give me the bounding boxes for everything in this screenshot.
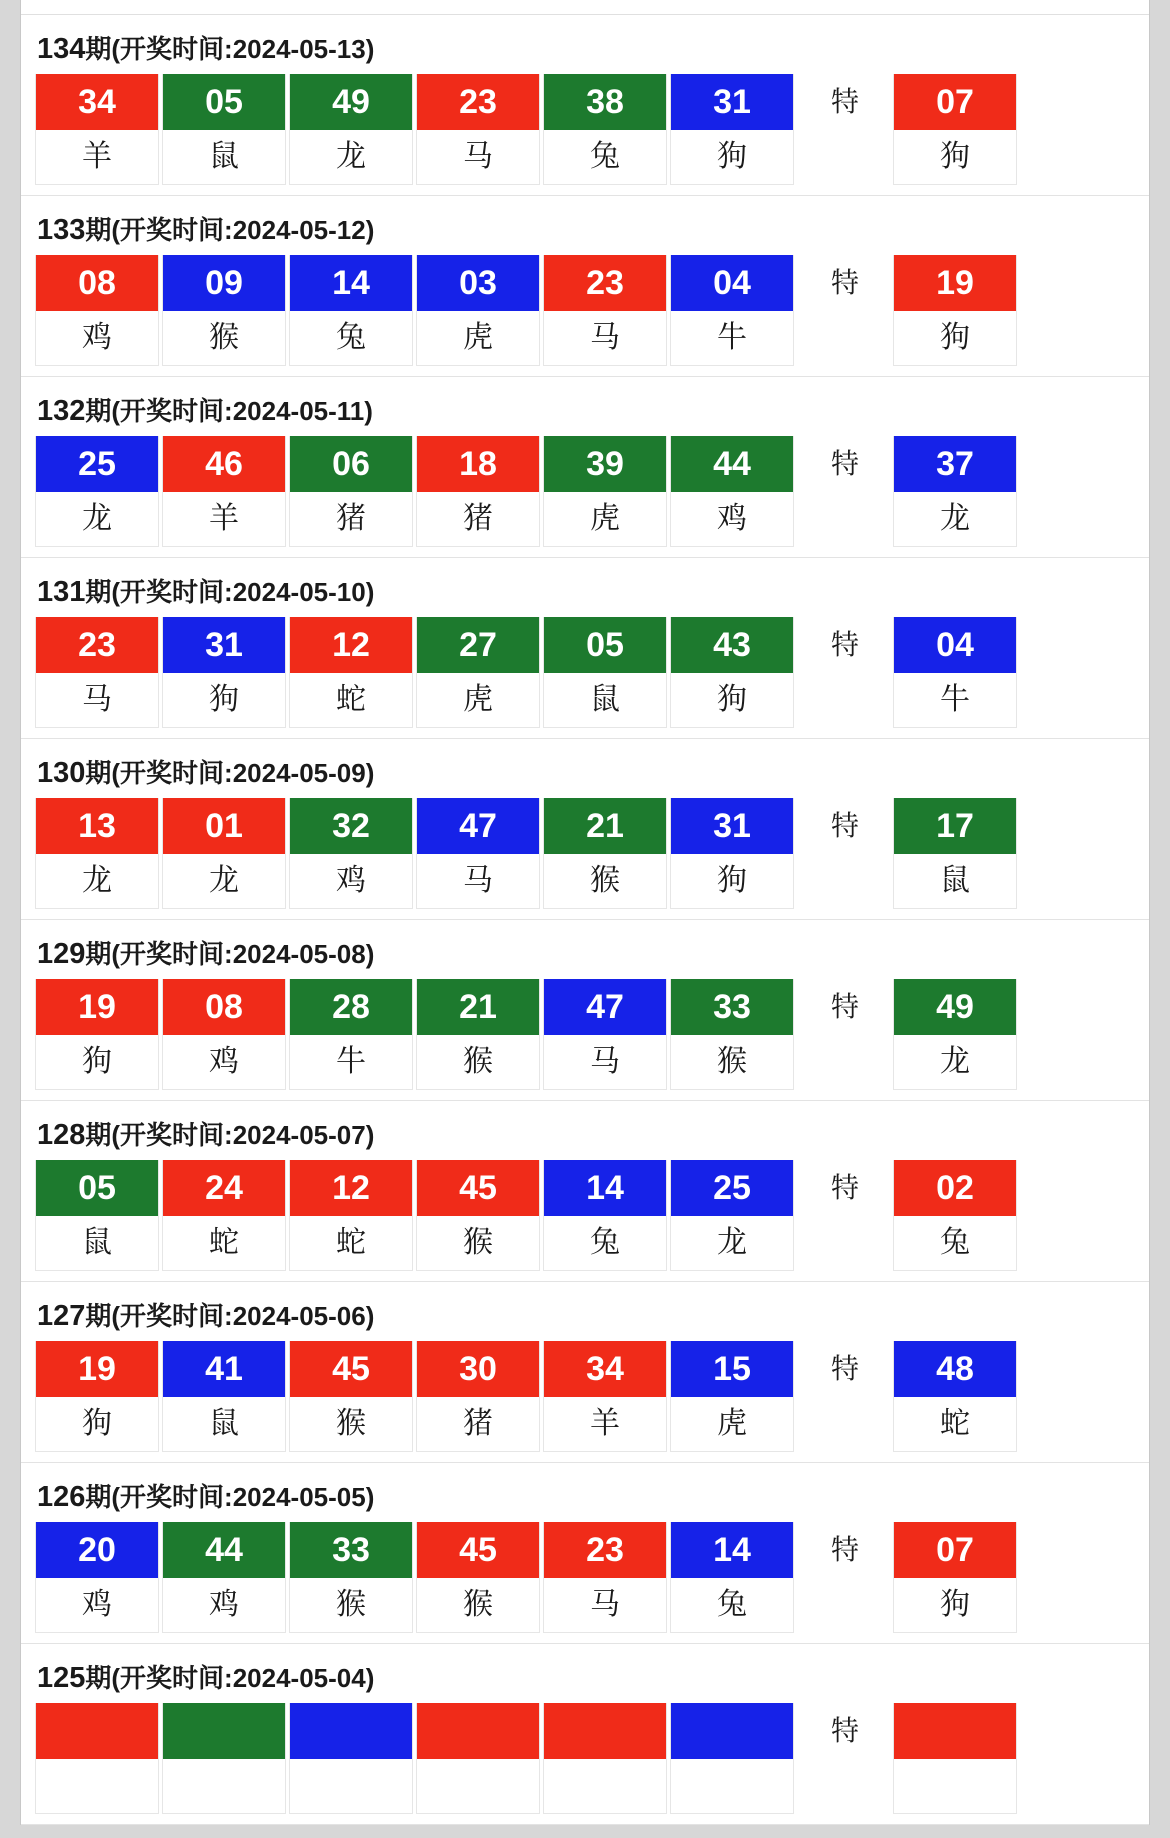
draw-ball	[35, 1341, 159, 1452]
draw-issue-number: 127	[37, 1300, 86, 1332]
draw-date-label: 期(开奖时间:2024-05-07)	[85, 1120, 375, 1150]
draw-issue-number: 134	[37, 33, 86, 65]
draw-ball	[416, 255, 540, 366]
special-ball	[893, 798, 1017, 909]
special-ball-number: 37	[894, 436, 1016, 492]
ball-number: 49	[290, 74, 412, 130]
ball-number: 34	[544, 1341, 666, 1397]
ball-zodiac: 鼠	[163, 130, 285, 184]
special-ball-label: 特	[830, 448, 859, 479]
draw-ball	[162, 1522, 286, 1633]
ball-zodiac: 鸡	[163, 1035, 285, 1089]
draw-ball	[670, 1703, 794, 1814]
ball-zodiac: 狗	[671, 130, 793, 184]
special-ball-zodiac: 鼠	[894, 854, 1016, 908]
draw-ball	[289, 74, 413, 185]
draw-issue-number: 130	[37, 757, 86, 789]
draw-ball	[35, 1522, 159, 1633]
draw-header	[21, 1101, 1149, 1160]
draw-header	[21, 15, 1149, 74]
draw-ball	[543, 1703, 667, 1814]
ball-zodiac: 猴	[290, 1578, 412, 1632]
ball-zodiac: 虎	[417, 311, 539, 365]
draw-date-label: 期(开奖时间:2024-05-10)	[85, 577, 375, 607]
draw-header	[21, 1463, 1149, 1522]
ball-number: 46	[163, 436, 285, 492]
ball-number: 01	[163, 798, 285, 854]
ball-number: 19	[36, 1341, 158, 1397]
ball-number: 21	[544, 798, 666, 854]
draw-issue-number: 132	[37, 395, 86, 427]
draw-ball	[162, 436, 286, 547]
draw-ball	[35, 74, 159, 185]
ball-zodiac: 狗	[36, 1397, 158, 1451]
ball-number: 21	[417, 979, 539, 1035]
ball-number: 05	[36, 1160, 158, 1216]
draw-ball	[543, 979, 667, 1090]
ball-zodiac: 狗	[671, 854, 793, 908]
draw-ball	[35, 979, 159, 1090]
draw-ball	[670, 798, 794, 909]
ball-number: 12	[290, 1160, 412, 1216]
ball-number: 03	[417, 255, 539, 311]
draw-ball	[670, 979, 794, 1090]
ball-zodiac: 鸡	[671, 492, 793, 546]
ball-zodiac: 虎	[544, 492, 666, 546]
special-ball-zodiac: 狗	[894, 1578, 1016, 1632]
draw-ball	[543, 798, 667, 909]
ball-number: 45	[417, 1160, 539, 1216]
ball-number: 14	[290, 255, 412, 311]
draw-ball	[670, 255, 794, 366]
ball-number: 39	[544, 436, 666, 492]
ball-number: 31	[163, 617, 285, 673]
special-ball	[893, 1160, 1017, 1271]
draw-header	[21, 739, 1149, 798]
draw-numbers-row	[21, 436, 1149, 547]
draw-issue-number: 131	[37, 576, 86, 608]
ball-number: 25	[36, 436, 158, 492]
draw-list	[21, 15, 1149, 1825]
special-ball	[893, 617, 1017, 728]
ball-zodiac: 龙	[36, 492, 158, 546]
draw-ball	[162, 1160, 286, 1271]
draw-date-label: 期(开奖时间:2024-05-05)	[85, 1482, 375, 1512]
ball-number: 38	[544, 74, 666, 130]
draw-ball	[162, 798, 286, 909]
ball-zodiac: 兔	[671, 1578, 793, 1632]
draw-issue-number: 133	[37, 214, 86, 246]
ball-number: 09	[163, 255, 285, 311]
ball-zodiac: 猴	[290, 1397, 412, 1451]
ball-zodiac: 蛇	[163, 1216, 285, 1270]
draw-ball	[670, 436, 794, 547]
special-ball-label: 特	[830, 86, 859, 117]
draw-ball	[543, 1160, 667, 1271]
draw-numbers-row	[21, 1341, 1149, 1452]
special-ball-label: 特	[830, 629, 859, 660]
draw-block	[21, 558, 1149, 739]
ball-number: 05	[544, 617, 666, 673]
top-divider	[21, 0, 1149, 15]
ball-number: 23	[544, 255, 666, 311]
ball-number	[671, 1703, 793, 1759]
ball-number: 32	[290, 798, 412, 854]
ball-number	[417, 1703, 539, 1759]
ball-zodiac: 蛇	[290, 673, 412, 727]
ball-number: 08	[163, 979, 285, 1035]
special-ball	[893, 436, 1017, 547]
ball-number: 04	[671, 255, 793, 311]
draw-header	[21, 1282, 1149, 1341]
ball-zodiac: 虎	[417, 673, 539, 727]
draw-ball	[416, 1703, 540, 1814]
ball-zodiac: 猴	[671, 1035, 793, 1089]
draw-ball	[416, 1341, 540, 1452]
special-ball-number: 48	[894, 1341, 1016, 1397]
draw-date-label: 期(开奖时间:2024-05-08)	[85, 939, 375, 969]
ball-number: 19	[36, 979, 158, 1035]
draw-ball	[289, 436, 413, 547]
ball-number: 18	[417, 436, 539, 492]
ball-number: 45	[417, 1522, 539, 1578]
ball-zodiac: 猴	[417, 1035, 539, 1089]
special-ball	[893, 979, 1017, 1090]
draw-header	[21, 377, 1149, 436]
draw-ball	[543, 617, 667, 728]
ball-zodiac: 牛	[671, 311, 793, 365]
ball-zodiac: 猴	[544, 854, 666, 908]
draw-ball	[289, 1341, 413, 1452]
draw-ball	[416, 979, 540, 1090]
draw-block	[21, 15, 1149, 196]
special-ball-zodiac: 兔	[894, 1216, 1016, 1270]
draw-block	[21, 920, 1149, 1101]
ball-zodiac: 鼠	[36, 1216, 158, 1270]
ball-zodiac: 狗	[163, 673, 285, 727]
draw-ball	[162, 255, 286, 366]
ball-zodiac: 狗	[36, 1035, 158, 1089]
ball-number: 05	[163, 74, 285, 130]
special-ball-zodiac: 狗	[894, 311, 1016, 365]
draw-ball	[670, 1341, 794, 1452]
ball-number: 47	[544, 979, 666, 1035]
ball-zodiac: 马	[544, 311, 666, 365]
draw-issue-number: 128	[37, 1119, 86, 1151]
draw-ball	[543, 436, 667, 547]
draw-numbers-row	[21, 798, 1149, 909]
ball-zodiac: 兔	[290, 311, 412, 365]
draw-block	[21, 739, 1149, 920]
draw-ball	[35, 798, 159, 909]
draw-ball	[289, 1522, 413, 1633]
draw-ball	[162, 1703, 286, 1814]
draw-ball	[543, 1341, 667, 1452]
special-ball	[893, 255, 1017, 366]
ball-number: 31	[671, 798, 793, 854]
draw-ball	[289, 617, 413, 728]
special-ball-number: 07	[894, 74, 1016, 130]
special-ball-number: 19	[894, 255, 1016, 311]
special-ball-number: 17	[894, 798, 1016, 854]
special-ball	[893, 1703, 1017, 1814]
draw-ball	[35, 617, 159, 728]
ball-number: 14	[544, 1160, 666, 1216]
ball-zodiac: 鸡	[163, 1578, 285, 1632]
draw-date-label: 期(开奖时间:2024-05-09)	[85, 758, 375, 788]
draw-block	[21, 1101, 1149, 1282]
ball-zodiac: 鼠	[163, 1397, 285, 1451]
ball-zodiac: 鸡	[290, 854, 412, 908]
ball-number: 47	[417, 798, 539, 854]
draw-numbers-row	[21, 617, 1149, 728]
draw-ball	[35, 255, 159, 366]
ball-number: 13	[36, 798, 158, 854]
ball-zodiac	[671, 1759, 793, 1813]
ball-zodiac: 狗	[671, 673, 793, 727]
ball-zodiac: 马	[417, 130, 539, 184]
draw-header	[21, 196, 1149, 255]
special-ball	[893, 74, 1017, 185]
special-ball-label: 特	[830, 810, 859, 841]
ball-zodiac: 马	[544, 1035, 666, 1089]
special-ball-label: 特	[830, 267, 859, 298]
draw-ball	[416, 617, 540, 728]
ball-zodiac: 马	[36, 673, 158, 727]
special-ball-label: 特	[830, 1715, 859, 1746]
draw-numbers-row	[21, 74, 1149, 185]
ball-number: 43	[671, 617, 793, 673]
ball-zodiac	[163, 1759, 285, 1813]
draw-date-label: 期(开奖时间:2024-05-12)	[85, 215, 375, 245]
ball-number: 28	[290, 979, 412, 1035]
ball-zodiac: 牛	[290, 1035, 412, 1089]
draw-ball	[670, 74, 794, 185]
draw-issue-number: 125	[37, 1662, 86, 1694]
draw-date-label: 期(开奖时间:2024-05-13)	[85, 34, 375, 64]
draw-date-label: 期(开奖时间:2024-05-06)	[85, 1301, 375, 1331]
draw-ball	[162, 979, 286, 1090]
draw-ball	[543, 255, 667, 366]
ball-number: 23	[544, 1522, 666, 1578]
ball-number: 08	[36, 255, 158, 311]
draw-numbers-row	[21, 1703, 1149, 1814]
ball-zodiac: 龙	[671, 1216, 793, 1270]
draw-ball	[416, 74, 540, 185]
special-ball-number: 04	[894, 617, 1016, 673]
ball-number: 12	[290, 617, 412, 673]
draw-ball	[289, 979, 413, 1090]
special-ball-zodiac: 蛇	[894, 1397, 1016, 1451]
ball-number: 30	[417, 1341, 539, 1397]
draw-ball	[35, 1703, 159, 1814]
draw-ball	[162, 617, 286, 728]
special-ball-label: 特	[830, 1534, 859, 1565]
ball-zodiac: 兔	[544, 130, 666, 184]
draw-ball	[670, 1160, 794, 1271]
ball-zodiac: 猪	[417, 1397, 539, 1451]
ball-number: 41	[163, 1341, 285, 1397]
ball-zodiac	[544, 1759, 666, 1813]
draw-ball	[416, 798, 540, 909]
results-sheet	[20, 0, 1150, 1825]
ball-zodiac: 羊	[36, 130, 158, 184]
special-ball-zodiac: 牛	[894, 673, 1016, 727]
draw-date-label: 期(开奖时间:2024-05-04)	[85, 1663, 375, 1693]
ball-number	[36, 1703, 158, 1759]
ball-zodiac	[417, 1759, 539, 1813]
draw-numbers-row	[21, 979, 1149, 1090]
draw-ball	[416, 1522, 540, 1633]
ball-zodiac: 鸡	[36, 311, 158, 365]
draw-block	[21, 377, 1149, 558]
draw-ball	[289, 1160, 413, 1271]
special-ball-zodiac: 龙	[894, 492, 1016, 546]
ball-zodiac: 蛇	[290, 1216, 412, 1270]
special-ball-zodiac: 狗	[894, 130, 1016, 184]
draw-numbers-row	[21, 1522, 1149, 1633]
draw-header	[21, 558, 1149, 617]
ball-zodiac: 猴	[417, 1216, 539, 1270]
ball-zodiac: 兔	[544, 1216, 666, 1270]
ball-zodiac: 鼠	[544, 673, 666, 727]
draw-ball	[543, 74, 667, 185]
special-ball-number: 49	[894, 979, 1016, 1035]
special-ball-label: 特	[830, 1172, 859, 1203]
special-ball-label: 特	[830, 1353, 859, 1384]
ball-zodiac: 马	[417, 854, 539, 908]
draw-header	[21, 920, 1149, 979]
draw-ball	[416, 1160, 540, 1271]
draw-issue-number: 129	[37, 938, 86, 970]
ball-number: 23	[36, 617, 158, 673]
ball-number: 34	[36, 74, 158, 130]
ball-number	[544, 1703, 666, 1759]
ball-number: 31	[671, 74, 793, 130]
special-ball-number: 07	[894, 1522, 1016, 1578]
draw-block	[21, 1282, 1149, 1463]
ball-number	[163, 1703, 285, 1759]
draw-block	[21, 1644, 1149, 1825]
draw-ball	[289, 1703, 413, 1814]
ball-number: 20	[36, 1522, 158, 1578]
special-ball-label: 特	[830, 991, 859, 1022]
draw-block	[21, 196, 1149, 377]
draw-ball	[289, 798, 413, 909]
draw-numbers-row	[21, 255, 1149, 366]
ball-zodiac: 虎	[671, 1397, 793, 1451]
draw-numbers-row	[21, 1160, 1149, 1271]
ball-zodiac: 猪	[417, 492, 539, 546]
ball-zodiac: 猴	[163, 311, 285, 365]
ball-zodiac: 猴	[417, 1578, 539, 1632]
special-ball-zodiac: 龙	[894, 1035, 1016, 1089]
special-ball-zodiac	[894, 1759, 1016, 1813]
ball-number: 45	[290, 1341, 412, 1397]
ball-number: 44	[671, 436, 793, 492]
draw-ball	[35, 436, 159, 547]
ball-zodiac: 马	[544, 1578, 666, 1632]
draw-date-label: 期(开奖时间:2024-05-11)	[85, 396, 373, 426]
draw-issue-number: 126	[37, 1481, 86, 1513]
draw-ball	[670, 1522, 794, 1633]
ball-zodiac	[290, 1759, 412, 1813]
draw-ball	[162, 1341, 286, 1452]
ball-number: 23	[417, 74, 539, 130]
ball-zodiac: 龙	[290, 130, 412, 184]
ball-number: 15	[671, 1341, 793, 1397]
ball-zodiac: 羊	[544, 1397, 666, 1451]
draw-block	[21, 1463, 1149, 1644]
draw-ball	[289, 255, 413, 366]
ball-zodiac: 龙	[36, 854, 158, 908]
ball-number: 14	[671, 1522, 793, 1578]
draw-ball	[35, 1160, 159, 1271]
ball-number: 25	[671, 1160, 793, 1216]
draw-ball	[416, 436, 540, 547]
ball-number: 44	[163, 1522, 285, 1578]
ball-number: 27	[417, 617, 539, 673]
ball-number: 33	[671, 979, 793, 1035]
draw-ball	[543, 1522, 667, 1633]
ball-zodiac	[36, 1759, 158, 1813]
ball-number: 06	[290, 436, 412, 492]
draw-ball	[670, 617, 794, 728]
special-ball	[893, 1341, 1017, 1452]
ball-zodiac: 猪	[290, 492, 412, 546]
draw-header	[21, 1644, 1149, 1703]
ball-zodiac: 龙	[163, 854, 285, 908]
ball-zodiac: 羊	[163, 492, 285, 546]
ball-number: 24	[163, 1160, 285, 1216]
ball-number	[290, 1703, 412, 1759]
special-ball-number	[894, 1703, 1016, 1759]
special-ball	[893, 1522, 1017, 1633]
draw-ball	[162, 74, 286, 185]
ball-number: 33	[290, 1522, 412, 1578]
special-ball-number: 02	[894, 1160, 1016, 1216]
ball-zodiac: 鸡	[36, 1578, 158, 1632]
